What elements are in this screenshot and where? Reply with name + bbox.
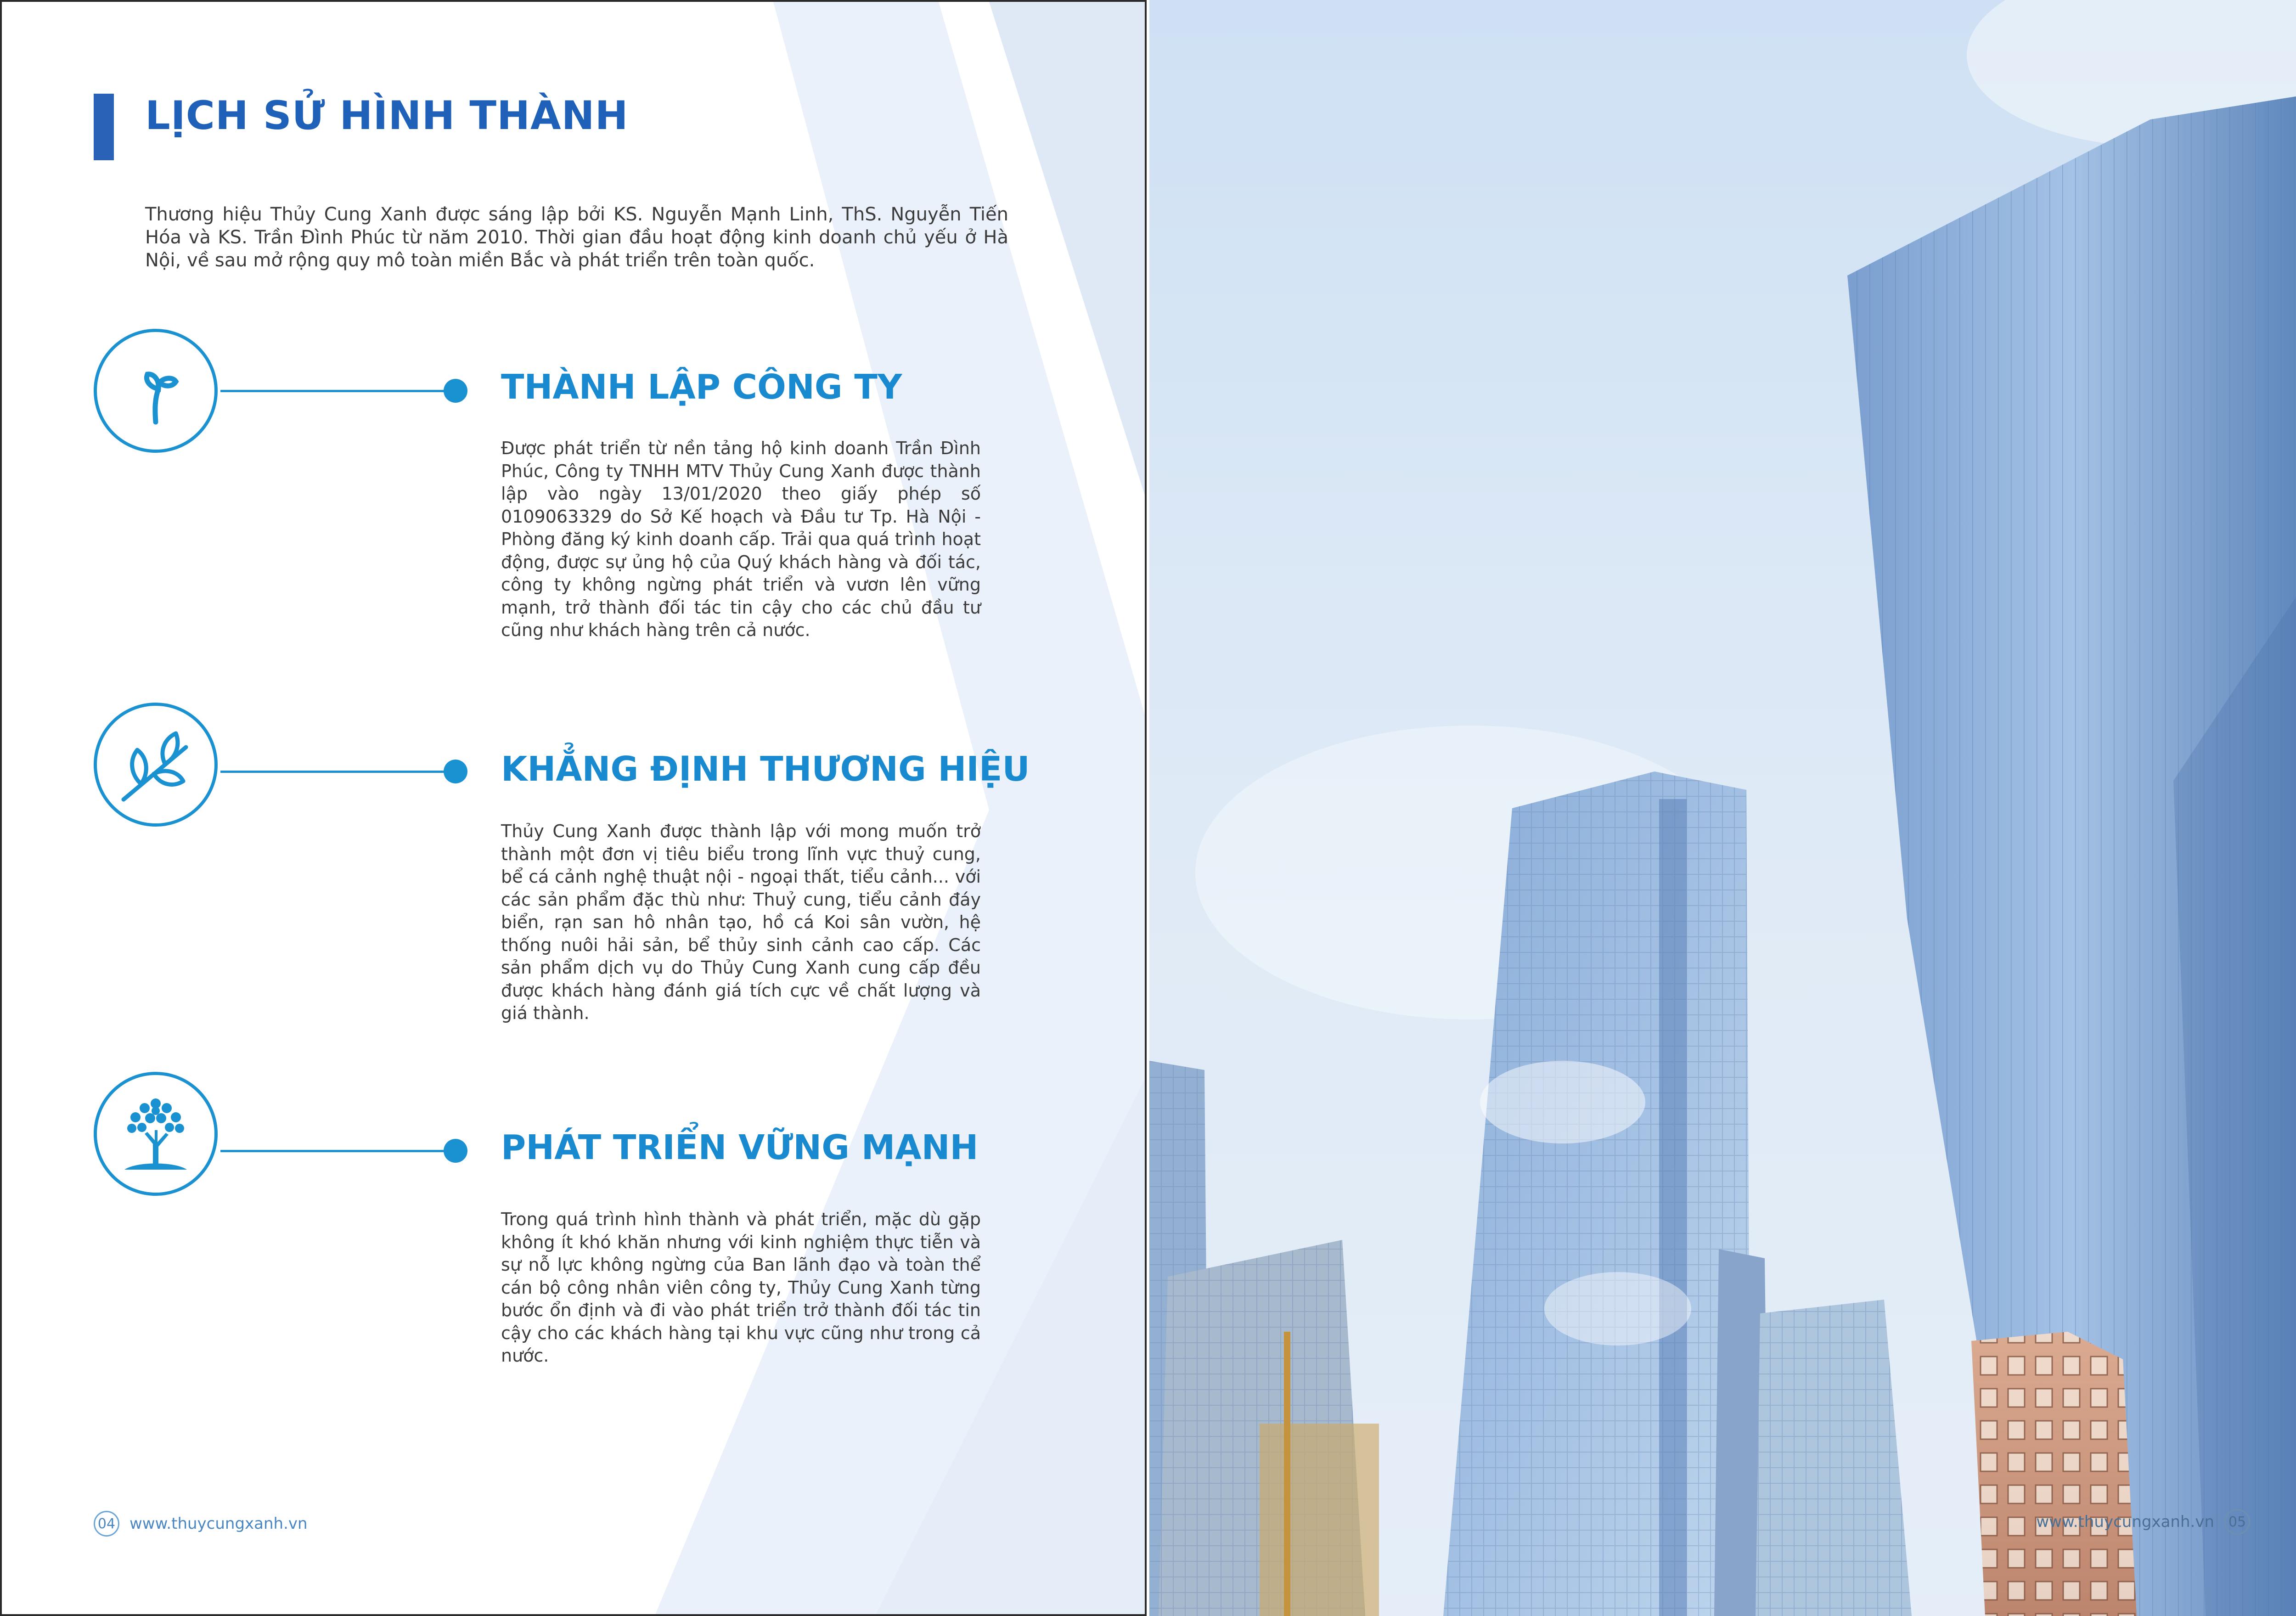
page-number: 04 [94,1511,119,1537]
section-body: Thủy Cung Xanh được thành lập với mong muốn trở thành một đơn vị tiêu biểu trong lĩnh vực thuỷ cung, bể cá cảnh nghệ thuật nội - ngoại thất, tiểu cảnh... với các sản phẩm đặc thù như: Thuỷ cung, tiểu cảnh đáy biển, rạn san hô nhân tạo, hồ cá Koi sân vườn, hệ thống nuôi hải sản, bể thủy sinh cảnh cao cấp. Các sản phẩm dịch vụ do Thủy Cung Xanh cung cấp đều được khách hàng đánh giá tích cực về chất lượng và giá thành. [501,821,981,1023]
sprout-icon [94,329,218,453]
intro-paragraph: Thương hiệu Thủy Cung Xanh được sáng lập bởi KS. Nguyễn Mạnh Linh, ThS. Nguyễn Tiến Hóa và KS. Trần Đình Phúc từ năm 2010. Thời gian đầu hoạt động kinh doanh chủ yếu ở Hà Nội, về sau mở rộng quy mô toàn miền Bắc và phát triển trên toàn quốc. [145,204,1008,271]
section-heading: THÀNH LẬP CÔNG TY [501,367,902,407]
page-number: 05 [2224,1509,2250,1535]
section-dot [444,760,467,783]
website-link[interactable]: www.thuycungxanh.vn [2036,1513,2214,1531]
section-connector-line [220,771,456,773]
section-dot [444,379,467,403]
title-accent-bar [94,94,114,160]
branch-leaves-icon [94,703,218,827]
page-title: LỊCH SỬ HÌNH THÀNH [145,93,629,139]
skyscraper-photo [1149,0,2296,1616]
section-heading: KHẲNG ĐỊNH THƯƠNG HIỆU [501,749,1030,789]
left-page [0,0,1147,1616]
left-page-footer [94,1509,308,1538]
right-page-footer [2036,1508,2250,1536]
section-heading: PHÁT TRIỂN VỮNG MẠNH [501,1128,979,1167]
right-page [1149,0,2296,1616]
website-link[interactable]: www.thuycungxanh.vn [129,1515,308,1533]
section-connector-line [220,390,456,392]
tree-icon [94,1072,218,1196]
section-body: Được phát triển từ nền tảng hộ kinh doanh Trần Đình Phúc, Công ty TNHH MTV Thủy Cung Xanh được thành lập vào ngày 13/01/2020 theo giấy phép số 0109063329 do Sở Kế hoạch và Đầu tư Tp. Hà Nội - Phòng đăng ký kinh doanh cấp. Trải qua quá trình hoạt động, được sự ủng hộ của Quý khách hàng và đối tác, công ty không ngừng phát triển và vươn lên vững mạnh, trở thành đối tác tin cậy cho các chủ đầu tư cũng như khách hàng trên cả nước. [501,438,981,640]
section-dot [444,1139,467,1163]
section-connector-line [220,1150,456,1152]
section-body: Trong quá trình hình thành và phát triển, mặc dù gặp không ít khó khăn nhưng với kinh nghiệm thực tiễn và sự nỗ lực không ngừng của Ban lãnh đạo và toàn thể cán bộ công nhân viên công ty, Thủy Cung Xanh từng bước ổn định và đi vào phát triển trở thành đối tác tin cậy cho các khách hàng tại khu vực cũng như trong cả nước. [501,1209,981,1366]
